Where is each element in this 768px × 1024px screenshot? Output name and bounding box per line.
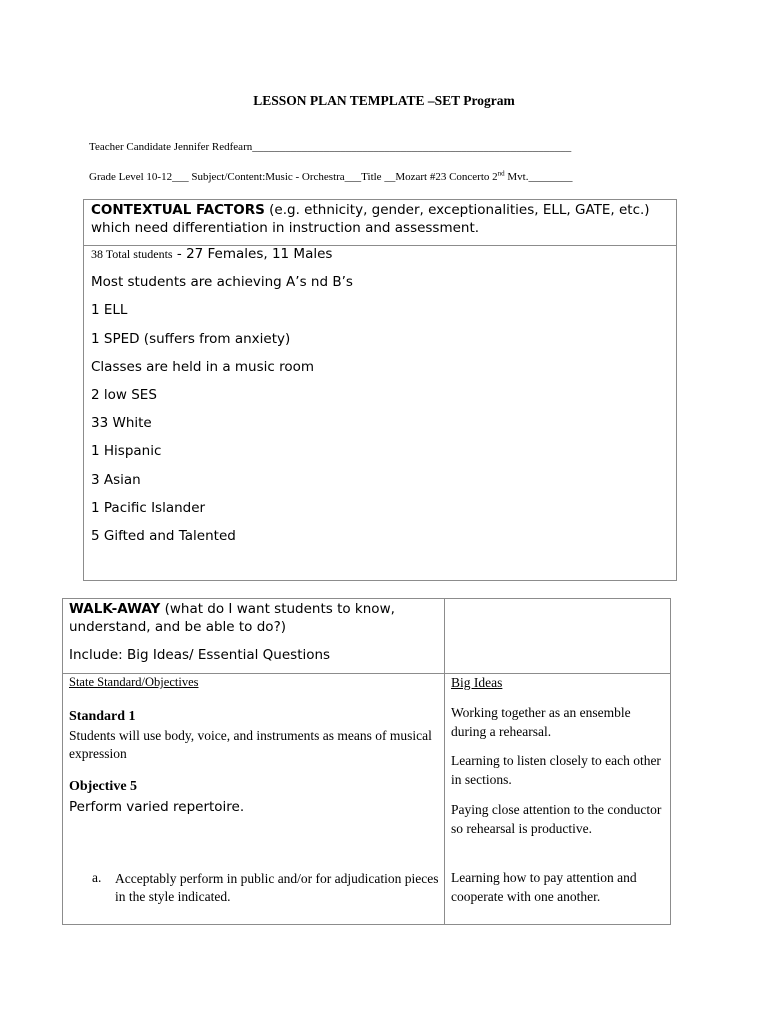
grade-subject-title-line — [89, 171, 573, 183]
contextual-factors-list — [91, 246, 672, 556]
list-item: Classes are held in a music room — [91, 358, 315, 375]
contextual-factors-box — [83, 199, 677, 581]
document-title: LESSON PLAN TEMPLATE –SET Program — [253, 93, 515, 108]
big-ideas-label: Big Ideas — [451, 675, 503, 690]
contextual-factors-heading: CONTEXTUAL FACTORS — [91, 202, 265, 218]
walk-away-table — [62, 598, 671, 925]
list-item: 1 ELL — [91, 302, 128, 319]
big-idea-item: Paying close attention to the conductor so rehearsal is productive. — [451, 802, 662, 836]
row-divider — [63, 673, 670, 674]
walk-away-header — [69, 600, 441, 664]
big-idea-item: Learning how to pay attention and cooperate with one another. — [451, 870, 637, 904]
contextual-factors-header — [84, 200, 676, 246]
contextual-factors-description: (e.g. ethnicity, gender, exceptionalities, ELL, GATE, etc.) which need differentiation in instruction and assessment. — [91, 202, 650, 236]
grade-line-text: Grade Level 10-12___ Subject/Content:Music - Orchestra___Title __Mozart #23 Concerto 2 — [89, 171, 498, 183]
big-idea-item: Working together as an ensemble during a rehearsal. — [451, 705, 631, 739]
objective-text: Perform varied repertoire. — [69, 799, 245, 815]
list-item — [91, 246, 672, 274]
list-marker: a. — [92, 870, 102, 885]
objective-item-text: Acceptably perform in public and/or for adjudication pieces in the style indicated. — [115, 871, 439, 904]
big-idea-item: Learning to listen closely to each other in sections. — [451, 753, 661, 787]
gender-breakdown: - 27 Females, 11 Males — [172, 246, 333, 262]
include-line: Include: Big Ideas/ Essential Questions — [69, 647, 331, 663]
teacher-candidate-line: Teacher Candidate Jennifer Redfearn__________________________________________________________ — [89, 141, 572, 153]
grade-line-tail: Mvt.________ — [504, 171, 573, 183]
list-item: 5 Gifted and Talented — [91, 527, 236, 544]
list-item: Most students are achieving A’s nd B’s — [91, 274, 353, 291]
list-item: 1 Hispanic — [91, 443, 162, 460]
list-item: 2 low SES — [91, 386, 157, 403]
list-item: 33 White — [91, 415, 152, 432]
walk-away-description: (what do I want students to know, understand, and be able to do?) — [69, 601, 395, 635]
ordinal-superscript: nd — [497, 169, 505, 178]
standard-text: Students will use body, voice, and instruments as means of musical expression — [69, 728, 432, 761]
list-item: 1 SPED (suffers from anxiety) — [91, 330, 291, 347]
list-item: 1 Pacific Islander — [91, 499, 206, 516]
walk-away-heading: WALK-AWAY — [69, 601, 161, 617]
list-item: 3 Asian — [91, 471, 141, 488]
total-students-prefix: 38 Total students — [91, 247, 173, 261]
state-standard-label: State Standard/Objectives — [69, 675, 199, 689]
standard-title: Standard 1 — [69, 709, 136, 724]
objective-title: Objective 5 — [69, 779, 138, 794]
